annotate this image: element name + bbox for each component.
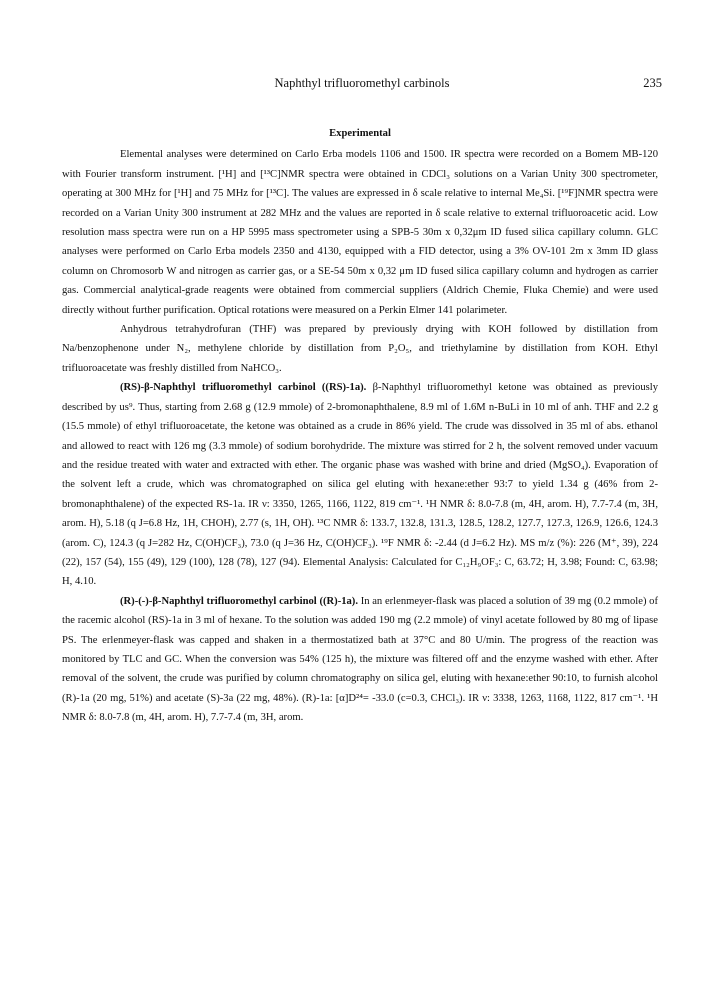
paragraph-solvents — [62, 320, 658, 378]
compound-heading: (RS)-β-Naphthyl trifluoromethyl carbinol ((RS)-1a). — [120, 382, 367, 394]
paragraph-text: In an erlenmeyer-flask was placed a solution of 39 mg (0.2 mmole) of the racemic alcohol (RS)-1a in 3 ml of hexane. To the solution was added 190 mg (2.2 mmole) of vinyl acetate followed by 80 mg of lipase PS. The erlenmeyer-flask was capped and shaken in a thermostatized bath at 37°C and 80 U/min. The progress of the reaction was monitored by TLC and GC. When the conversion was 54% (125 h), the mixture was filtered off and the enzyme washed with ether. After removal of the solvent, the crude was purified by column chromatography on silica gel, eluting with hexane:ether 90:10, to furnish alcohol (R)-1a (20 mg, 51%) and acetate (S)-3a (22 mg, 48%). (R)-1a: [α]D²⁴= -33.0 (c=0.3, CHCl₃). IR ν: 3338, 1263, 1168, 1122, 817 cm⁻¹. ¹H NMR δ: 8.0-7.8 (m, 4H, arom. H), 7.7-7.4 (m, 3H, arom. — [62, 595, 658, 724]
paragraph-text: β-Naphthyl trifluoromethyl ketone was obtained as previously described by us⁹. Thus, starting from 2.68 g (12.9 mmole) of 2-bromonaphthalene, 8.9 ml of 1.6M n-BuLi in 10 ml of anh. THF and 2.2 g (15.5 mmole) of ethyl trifluoroacetate, the ketone was obtained as a crude in 86% yield. The crude was dissolved in 35 ml of abs. ethanol and allowed to react with 126 mg (3.3 mmole) of sodium borohydride. The mixture was stirred for 2 h, the solvent removed under vacuum and the residue treated with water and extracted with ether. The organic phase was washed with brine and dried (MgSO₄). Evaporation of the solvent left a crude, which was chromatographed on silica gel eluting with hexane:ether 93:7 to yield 1.34 g (46% from 2-bromonaphthalene) of the expected RS-1a. IR ν: 3350, 1265, 1166, 1122, 819 cm⁻¹. ¹H NMR δ: 8.0-7.8 (m, 4H, arom. H), 7.7-7.4 (m, 3H, arom. H), 5.18 (q J=6.8 Hz, 1H, CHOH), 2.77 (s, 1H, OH). ¹³C NMR δ: 133.7, 132.8, 131.3, 128.5, 128.2, 127.7, 127.3, 126.9, 126.6, 124.3 (arom. C), 124.3 (q J=282 Hz, C(OH)CF₃), 73.0 (q J=36 Hz, C(OH)CF₃). ¹⁹F NMR δ: -2.44 (d J=6.2 Hz). MS m/z (%): 226 (M⁺, 39), 224 (22), 157 (54), 155 (49), 129 (100), 128 (78), 127 (94). Elemental Analysis: Calculated for C₁₂H₉OF₃: C, 63.72; H, 3.98; Found: C, 63.98; H, 4.10. — [62, 382, 658, 588]
paragraph-text: Elemental analyses were determined on Carlo Erba models 1106 and 1500. IR spectra were recorded on a Bomem MB-120 with Fourier transform instrument. [¹H] and [¹³C]NMR spectra were obtained in CDCl₃ solutions on a Varian Unity 300 spectrometer, operating at 300 MHz for [¹H] and 75 MHz for [¹³C]. The values are expressed in δ scale relative to internal Me₄Si. [¹⁹F]NMR spectra were recorded on a Varian Unity 300 instrument at 282 MHz and the values are reported in δ scale relative to external trifluoroacetic acid. Low resolution mass spectra were run on a HP 5995 mass spectrometer using a SPB-5 30m x 0,32μm ID fused silica capillary column. GLC analyses were performed on Carlo Erba models 2350 and 4130, equipped with a FID detector, using a 3% OV-101 2m x 3mm ID glass column on Chromosorb W and nitrogen as carrier gas, or a SE-54 50m x 0,32 μm ID fused silica capillary column and hydrogen as carrier gas. Commercial analytical-grade reagents were obtained from commercial suppliers (Aldrich Chemie, Fluka Chemie) and were used directly without further purification. Optical rotations were measured on a Perkin Elmer 141 polarimeter. — [62, 149, 658, 316]
paragraph-text: Anhydrous tetrahydrofuran (THF) was prepared by previously drying with KOH followed by distillation from Na/benzophenone under N₂, methylene chloride by distillation from P₂O₅, and triethylamine by distillation from KOH. Ethyl trifluoroacetate was freshly distilled from NaHCO₃. — [62, 324, 658, 374]
page-number: 235 — [643, 76, 662, 90]
article-body — [62, 124, 658, 728]
paragraph-r-carbinol — [62, 592, 658, 728]
compound-heading: (R)-(-)-β-Naphthyl trifluoromethyl carbinol ((R)-1a). — [120, 595, 358, 607]
paragraph-instrumentation — [62, 145, 658, 320]
running-header — [62, 76, 662, 92]
paragraph-racemic-carbinol — [62, 378, 658, 591]
running-title: Naphthyl trifluoromethyl carbinols — [274, 76, 450, 90]
section-heading-experimental: Experimental — [329, 128, 391, 139]
